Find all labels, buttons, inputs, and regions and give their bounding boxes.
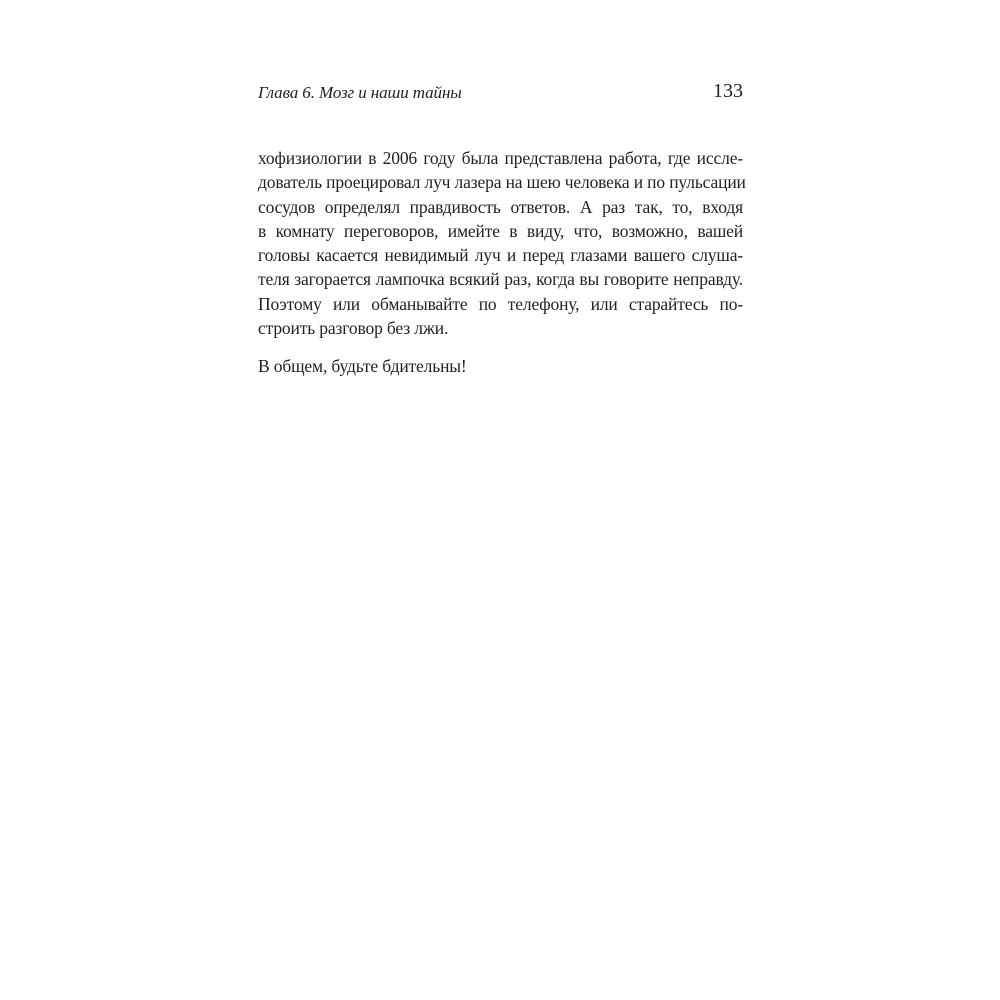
text-line: головы касается невидимый луч и перед глазами вашего слуша-	[258, 245, 743, 266]
running-header	[258, 80, 743, 108]
paragraph-2	[258, 354, 743, 378]
body-text	[258, 146, 746, 379]
text-line: Поэтому или обманывайте по телефону, или старайтесь по-	[258, 293, 743, 314]
page-number: 133	[713, 80, 743, 102]
text-line: теля загорается лампочка всякий раз, когда вы говорите неправду.	[258, 269, 743, 290]
text-line: хофизиологии в 2006 году была представлена работа, где иссле-	[258, 148, 743, 168]
text-line: дователь проецировал луч лазера на шею человека и по пульсации	[258, 172, 746, 193]
text-line: строить разговор без лжи.	[258, 318, 449, 339]
text-line: в комнату переговоров, имейте в виду, что, возможно, вашей	[258, 220, 743, 241]
text-line: сосудов определял правдивость ответов. А раз так, то, входя	[258, 196, 743, 217]
paragraph-1	[258, 146, 746, 340]
text-line: В общем, будьте бдительны!	[258, 356, 467, 377]
chapter-title: Глава 6. Мозг и наши тайны	[258, 83, 462, 102]
